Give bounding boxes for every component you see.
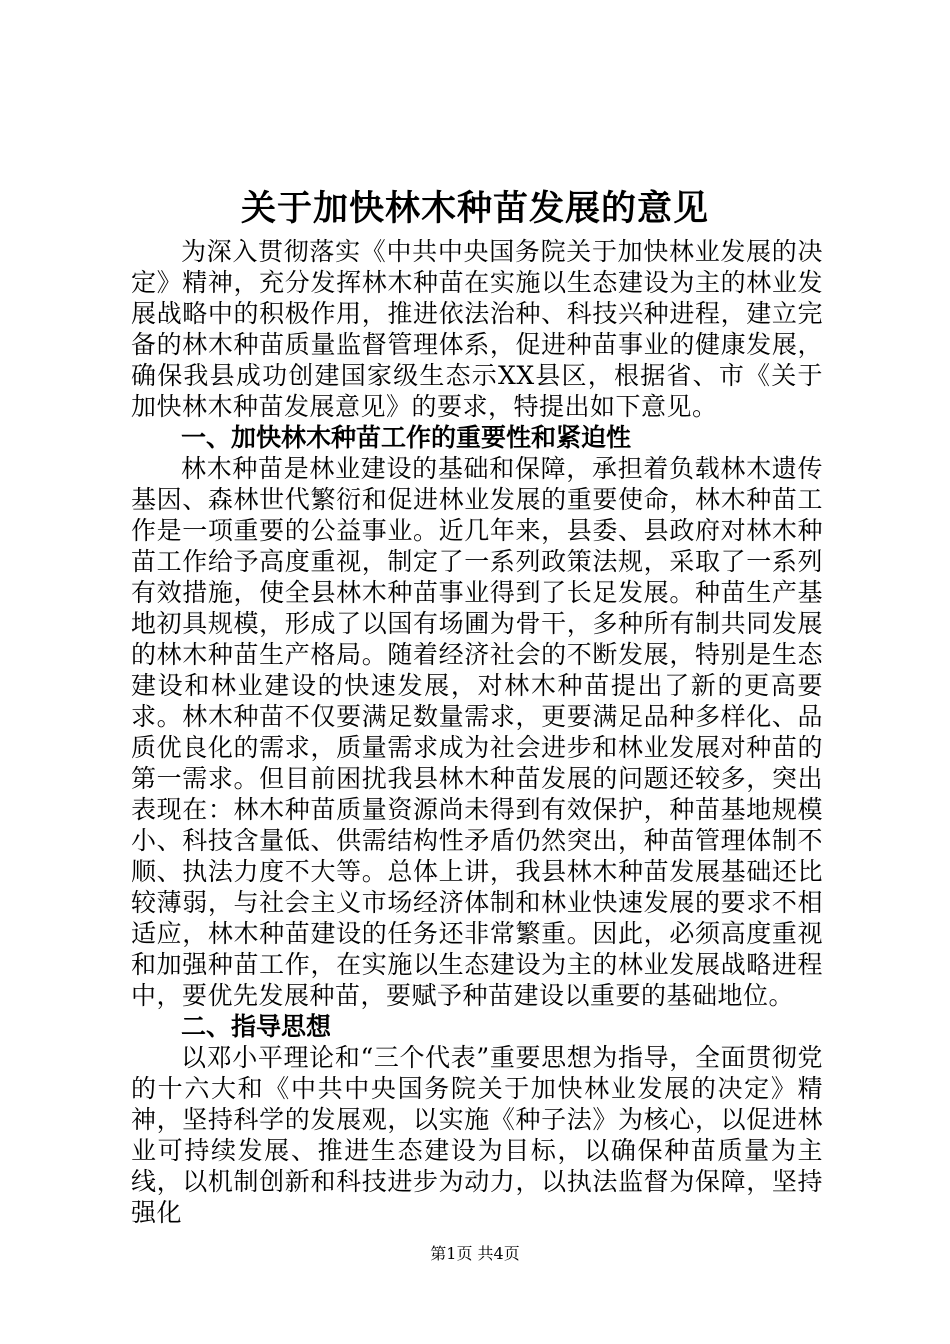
document-title: 关于加快林木种苗发展的意见 — [240, 189, 709, 229]
page-number-footer: 第1页 共4页 — [430, 1244, 520, 1263]
section-heading-2: 二、指导思想 — [181, 1012, 332, 1041]
intro-paragraph: 为深入贯彻落实《中共中央国务院关于加快林业发展的决定》精神，充分发挥林木种苗在实施以生态建设为主的林业发展战略中的积极作用，推进依法治种、科技兴种进程，建立完备的林木种苗质量监督管理体系，促进种苗事业的健康发展，确保我县成功创建国家级生态示XX县区，根据省、市《关于加快林木种苗发展意见》的要求，特提出如下意见。 — [131, 237, 823, 421]
document-body — [131, 236, 823, 1228]
section-heading-1: 一、加快林木种苗工作的重要性和紧迫性 — [181, 423, 632, 452]
section-1-paragraph: 林木种苗是林业建设的基础和保障，承担着负载林木遗传基因、森林世代繁衍和促进林业发展的重要使命，林木种苗工作是一项重要的公益事业。近几年来，县委、县政府对林木种苗工作给予高度重视，制定了一系列政策法规，采取了一系列有效措施，使全县林木种苗事业得到了长足发展。种苗生产基地初具规模，形成了以国有场圃为骨干，多种所有制共同发展的林木种苗生产格局。随着经济社会的不断发展，特别是生态建设和林业建设的快速发展，对林木种苗提出了新的更高要求。林木种苗不仅要满足数量需求，更要满足品种多样化、品质优良化的需求，质量需求成为社会进步和林业发展对种苗的第一需求。但目前困扰我县林木种苗发展的问题还较多，突出表现在：林木种苗质量资源尚未得到有效保护，种苗基地规模小、科技含量低、供需结构性矛盾仍然突出，种苗管理体制不顺、执法力度不大等。总体上讲，我县林木种苗发展基础还比较薄弱，与社会主义市场经济体制和林业快速发展的要求不相适应，林木种苗建设的任务还非常繁重。因此，必须高度重视和加强种苗工作，在实施以生态建设为主的林业发展战略进程中，要优先发展种苗，要赋予种苗建设以重要的基础地位。 — [131, 454, 823, 1010]
section-2-paragraph: 以邓小平理论和“三个代表”重要思想为指导，全面贯彻党的十六大和《中共中央国务院关于加快林业发展的决定》精神，坚持科学的发展观，以实施《种子法》为核心，以促进林业可持续发展、推进生态建设为目标，以确保种苗质量为主线，以机制创新和科技进步为动力，以执法监督为保障，坚持强化 — [131, 1043, 823, 1227]
